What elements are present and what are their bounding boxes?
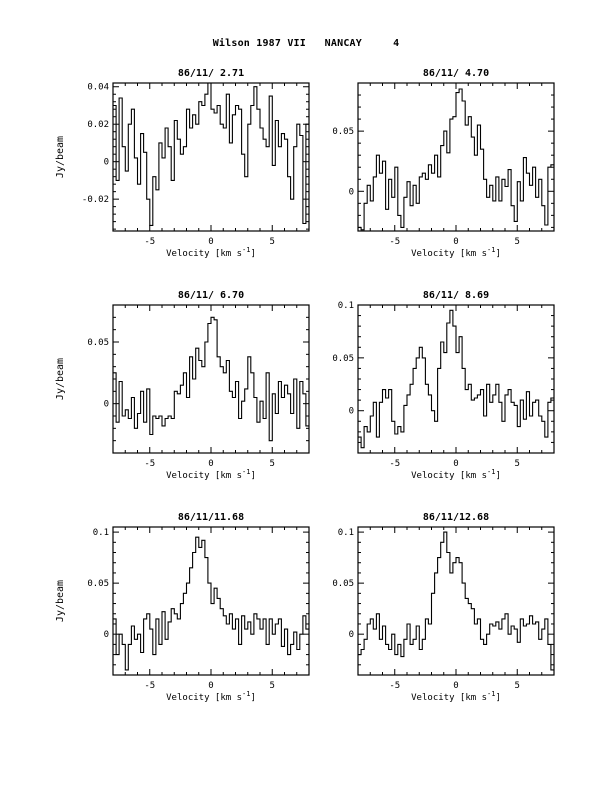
spectrum-panel-2 bbox=[332, 68, 554, 259]
panel-title: 86/11/ 2.71 bbox=[177, 68, 245, 79]
y-tick-label: 0 bbox=[348, 630, 354, 641]
spectrum-line bbox=[358, 89, 554, 230]
x-tick-label: 5 bbox=[269, 459, 275, 469]
y-tick-label: 0.1 bbox=[92, 528, 109, 539]
y-tick-label: 0.05 bbox=[332, 127, 354, 138]
y-tick-label: 0 bbox=[103, 157, 109, 168]
page-title: Wilson 1987 VII NANCAY 4 bbox=[212, 38, 400, 49]
x-tick-label: -5 bbox=[144, 459, 156, 469]
x-tick-label: 0 bbox=[208, 237, 214, 247]
x-tick-label: 5 bbox=[269, 237, 275, 247]
x-tick-label: 0 bbox=[453, 681, 459, 691]
spectrum-line bbox=[113, 317, 309, 440]
spectrum-panel-6 bbox=[332, 512, 554, 703]
y-tick-label: 0.05 bbox=[332, 579, 354, 590]
x-tick-label: 5 bbox=[514, 237, 520, 247]
y-tick-label: 0.05 bbox=[332, 353, 354, 364]
y-tick-label: 0 bbox=[348, 406, 354, 417]
y-tick-label: 0 bbox=[348, 187, 354, 198]
panel-title: 86/11/ 4.70 bbox=[422, 68, 490, 79]
spectrum-panel-5 bbox=[55, 512, 309, 703]
x-tick-label: -5 bbox=[389, 681, 401, 691]
x-tick-label: 5 bbox=[514, 681, 520, 691]
x-tick-label: 0 bbox=[208, 459, 214, 469]
x-axis-label: Velocity [km $s^{-1}$] bbox=[166, 468, 256, 481]
x-tick-label: -5 bbox=[389, 237, 401, 247]
spectrum-line bbox=[358, 532, 554, 670]
x-tick-label: 0 bbox=[453, 237, 459, 247]
x-axis-label: Velocity [km $s^{-1}$] bbox=[411, 468, 501, 481]
x-tick-label: -5 bbox=[144, 681, 156, 691]
x-axis-label: Velocity [km $s^{-1}$] bbox=[166, 690, 256, 703]
panel-title: 86/11/12.68 bbox=[422, 512, 490, 523]
x-tick-label: 0 bbox=[208, 681, 214, 691]
x-tick-label: 5 bbox=[269, 681, 275, 691]
spectrum-panel-3 bbox=[55, 290, 309, 481]
x-tick-label: 5 bbox=[514, 459, 520, 469]
y-axis-label: Jy/beam bbox=[55, 579, 66, 623]
y-axis-label: Jy/beam bbox=[55, 135, 66, 179]
y-tick-label: 0.1 bbox=[337, 528, 354, 539]
y-tick-label: -0.02 bbox=[81, 195, 109, 206]
y-tick-label: 0.04 bbox=[87, 82, 109, 93]
spectrum-line bbox=[358, 310, 554, 447]
y-tick-label: 0 bbox=[103, 399, 109, 410]
y-tick-label: 0 bbox=[103, 630, 109, 641]
spectrum-line bbox=[113, 537, 309, 670]
y-axis-label: Jy/beam bbox=[55, 357, 66, 401]
x-axis-label: Velocity [km $s^{-1}$] bbox=[411, 246, 501, 259]
spectrum-panel-4 bbox=[332, 290, 554, 481]
plot-frame bbox=[358, 527, 554, 675]
x-tick-label: -5 bbox=[389, 459, 401, 469]
spectrum-line bbox=[113, 83, 309, 225]
x-tick-label: -5 bbox=[144, 237, 156, 247]
x-axis-label: Velocity [km $s^{-1}$] bbox=[411, 690, 501, 703]
panel-title: 86/11/ 6.70 bbox=[177, 290, 245, 301]
y-tick-label: 0.05 bbox=[87, 338, 109, 348]
x-axis-label: Velocity [km $s^{-1}$] bbox=[166, 246, 256, 259]
y-tick-label: 0.1 bbox=[337, 301, 354, 311]
y-tick-label: 0.05 bbox=[87, 579, 109, 590]
plot-frame bbox=[113, 305, 309, 453]
panel-title: 86/11/11.68 bbox=[177, 512, 245, 523]
y-tick-label: 0.02 bbox=[87, 120, 109, 131]
panel-title: 86/11/ 8.69 bbox=[422, 290, 490, 301]
spectrum-panel-1 bbox=[55, 68, 309, 259]
x-tick-label: 0 bbox=[453, 459, 459, 469]
